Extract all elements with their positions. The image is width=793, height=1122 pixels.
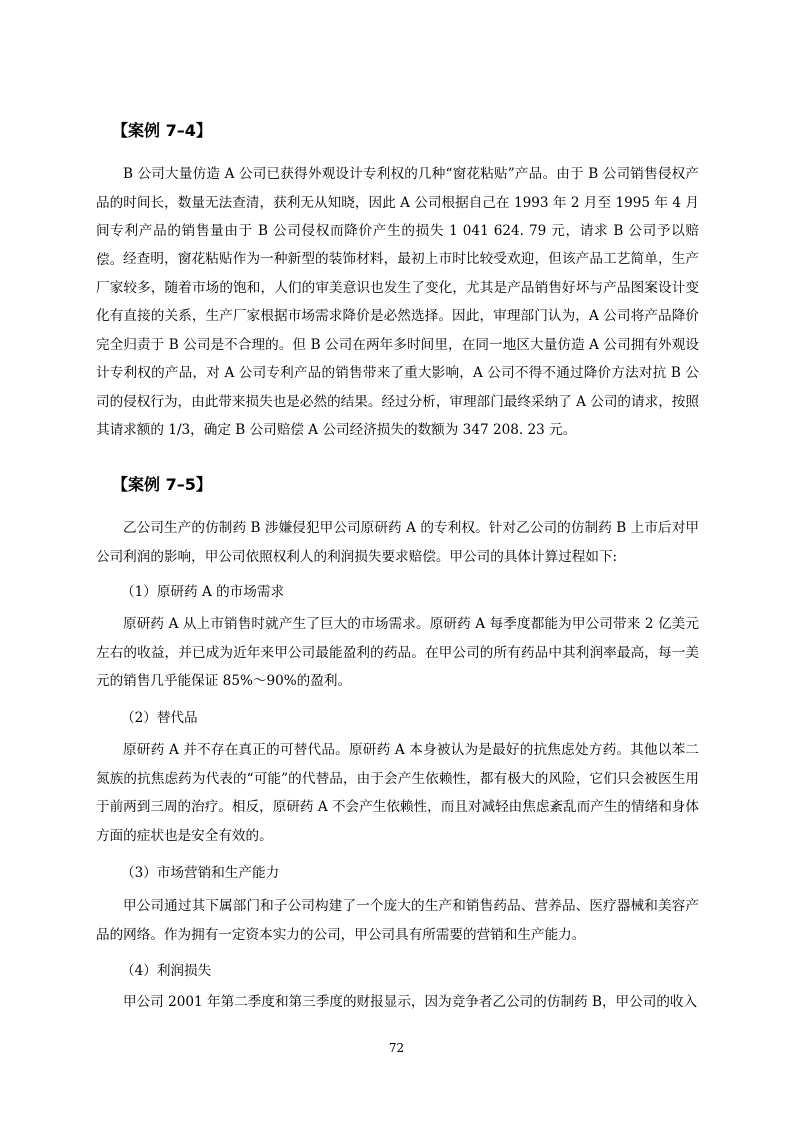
section-3-text: 甲公司通过其下属部门和子公司构建了一个庞大的生产和销售药品、营养品、医疗器械和美容产品的网络。作为拥有一定资本实力的公司，甲公司具有所需要的营销和生产能力。	[96, 898, 699, 943]
section-2-text: 原研药 A 并不存在真正的可替代品。原研药 A 本身被认为是最好的抗焦虑处方药。其他以苯二氮族的抗焦虑药为代表的“可能”的代替品，由于会产生依赖性，都有极大的风险，它们只会被医生用于前两到三周的治疗。相反，原研药 A 不会产生依赖性，而且对减轻由焦虑紊乱而产生的情绪和身体方面的症状也是安全有效的。	[96, 742, 699, 844]
section-3-label: （3）市场营销和生产能力	[121, 865, 280, 881]
section-4-label: （4）利润损失	[121, 963, 212, 979]
section-2-label: （2）替代品	[121, 710, 198, 726]
case-7-4-heading: 【案例 7–4】	[112, 121, 212, 140]
case-7-5-intro: 乙公司生产的仿制药 B 涉嫌侵犯甲公司原研药 A 的专利权。针对乙公司的仿制药 B 上市后对甲公司利润的影响，甲公司依照权利人的利润损失要求赔偿。甲公司的具体计算过程如下:	[96, 520, 699, 565]
case-7-5-heading: 【案例 7–5】	[112, 475, 212, 494]
section-1-text: 原研药 A 从上市销售时就产生了巨大的市场需求。原研药 A 每季度都能为甲公司带来 2 亿美元左右的收益，并已成为近年来甲公司最能盈利的药品。在甲公司的所有药品中其利润率最高，每一美元的销售几乎能保证 85%～90%的盈利。	[96, 616, 699, 689]
section-4-text: 甲公司 2001 年第二季度和第三季度的财报显示，因为竞争者乙公司的仿制药 B，甲公司的收入	[123, 994, 698, 1010]
page-number: 72	[388, 1041, 405, 1055]
case-7-4-paragraph-2: 经查明，窗花粘贴作为一种新型的装饰材料，最初上市时比较受欢迎，但该产品工艺简单，生产厂家较多，随着市场的饱和，人们的审美意识也发生了变化，尤其是产品销售好坏与产品图案设计变化有直接的关系，生产厂家根据市场需求降价是必然选择。因此，审理部门认为，A 公司将产品降价完全归责于 B 公司是不合理的。但 B 公司在两年多时间里，在同一地区大量仿造 A 公司拥有外观设计专利权的产品，对 A 公司专利产品的销售带来了重大影响，A 公司不得不通过降价方法对抗 B 公司的侵权行为，由此带来损失也是必然的结果。经过分析，审理部门最终采纳了 A 公司的请求，按照其请求额的 1/3，确定 B 公司赔偿 A 公司经济损失的数额为 347 208. 23 元。	[96, 251, 699, 438]
section-1-label: （1）原研药 A 的市场需求	[121, 584, 285, 600]
case-7-4-paragraph-1: B 公司大量仿造 A 公司已获得外观设计专利权的几种“窗花粘贴”产品。由于 B 公司销售侵权产品的时间长，数量无法查清，获利无从知晓，因此 A 公司根据自己在 1993 年 2 月至 1995 年 4 月间专利产品的销售量由于 B 公司侵权而降价产生的损失 1 041 624. 79 元，请求 B 公司予以赔偿。	[96, 166, 699, 268]
